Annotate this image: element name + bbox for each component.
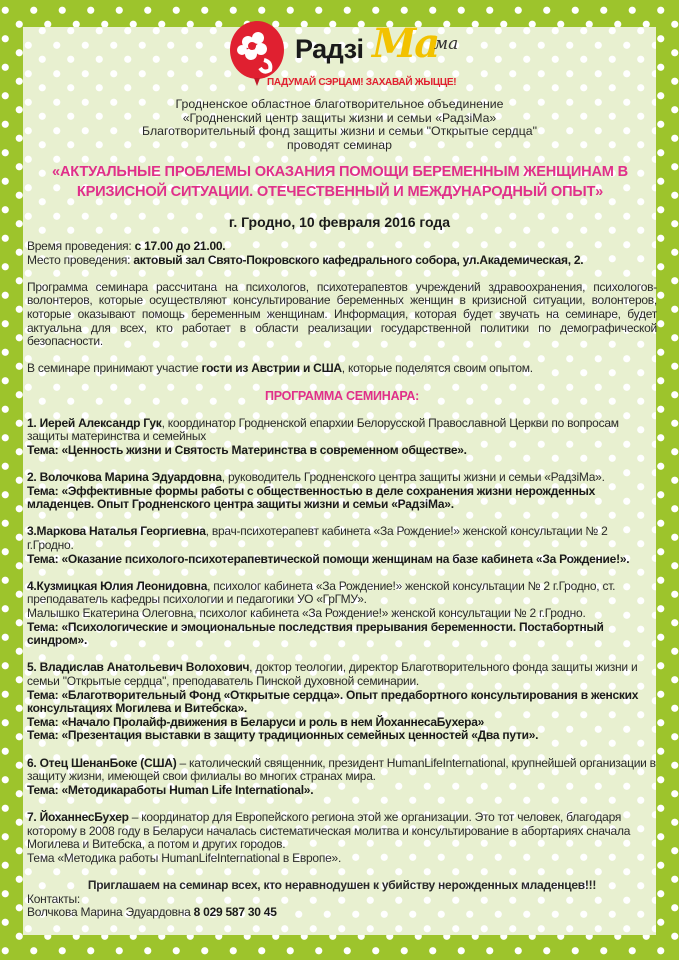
title-line-1: «АКТУАЛЬНЫЕ ПРОБЛЕМЫ ОКАЗАНИЯ ПОМОЩИ БЕРЕМЕННЫМ ЖЕНЩИНАМ В [52,164,628,180]
speaker-line [27,525,657,552]
speaker-role: – координатор для Европейского региона этой же организации. Это тот человек, благодаря которому в 2008 году в Беларуси началась систематическая молитва и консультирование в абортариях сначала Могилева и Витебска, а потом и других городов. [27,809,631,852]
program-item [27,811,657,879]
time-label: Время проведения: [27,239,135,253]
program-item [27,525,657,579]
logo-text-ma-small: ма [434,34,459,54]
contact-phone: 8 029 587 30 45 [193,905,277,920]
program-list [27,417,657,879]
speaker-name: 4.Кузмицкая Юлия Леонидовна [27,578,208,593]
main-body [27,240,657,920]
time-value: с 17.00 до 21.00. [134,239,226,253]
contacts-row [27,906,657,920]
place-value: актовый зал Свято-Покровского кафедрального собора, ул.Академическая, 2. [133,252,584,267]
speaker-role: , психолог кабинета «За Рождение!» женской консультации № 2 г.Гродно, ст. преподаватель кафедры психологии и педагогики УО «ГрГМУ». [27,578,616,607]
logo-text-radzi: Радзі [295,34,364,64]
invitation: Приглашаем на семинар всех, кто неравнодушен к убийству нерожденных младенцев!!! [87,877,597,892]
program-item [27,471,657,525]
speaker-line [27,661,657,688]
place-label: Место проведения: [27,252,134,267]
program-item [27,757,657,811]
guests-row [27,362,657,376]
speaker-name: 5. Владислав Анатольевич Волохович [27,660,250,675]
speaker-role: , врач-психотерапевт кабинета «За Рождение!» женской консультации № 2 г.Гродно. [27,524,608,553]
program-item [27,417,657,471]
topic-line: Тема: «Начало Пролайф-движения в Беларуси и роль в нем ЙоханнесаБухера» [27,714,485,729]
topic-line: Тема: «Эффективные формы работы с общественностью в деле сохранения жизни нерожденных младенцев. Опыт Гродненского центра защиты жизни и семьи «РадзіМа». [27,483,595,512]
organizer-line: «Гродненский центр защиты жизни и семьи «РадзіМа» [182,110,497,125]
description: Программа семинара рассчитана на психологов, психотерапевтов учреждений здравоохранения, психологов-волонтеров, которые осуществляют консультирование беременных женщин в кризисной ситуации, волонтеров, которые оказывают помощь беременным женщинам. Информация, которая будет звучать на семинаре, будет актуальна для всех, кто работает в области реализации государственной политики по демографической безопасности. [27,279,657,349]
speaker-line [27,471,657,485]
speaker-role: , доктор теологии, директор Благотворительного фонда защиты жизни и семьи "Открытые сердца", преподаватель Пинской духовной семинарии. [27,660,638,688]
speaker-line [27,417,657,444]
speaker-role: – католический священник, президент HumanLifeInternational, крупнейшей организации в защиту жизни, имеющей свои филиалы во многих странах мира. [27,755,656,784]
program-heading: ПРОГРАММА СЕМИНАРА: [264,388,420,403]
place-row [27,254,657,268]
organizer-line: проводят семинар [287,137,392,152]
organizers-block [0,98,679,152]
speaker-name: 1. Иерей Александр Гук [27,415,162,430]
speaker-line [27,757,657,784]
time-row [27,240,657,254]
speaker-name: 2. Волочкова Марина Эдуардовна [27,470,222,485]
topic-line: Тема: «Оказание психолого-психотерапевтической помощи женщинам на базе кабинета «За Рождение!». [27,551,630,566]
topic-line: Тема: «Благотворительный Фонд «Открытые сердца». Опыт предабортного консультирования в женских консультациях Могилева и Витебска». [27,687,639,716]
program-item [27,580,657,662]
topic-line: Тема: «Ценность жизни и Святость Материнства в современном обществе». [27,442,467,457]
logo-text-ma: Ма [372,20,439,67]
speaker-line [27,811,657,852]
radzima-logo [224,14,464,96]
topic-line: Тема: «Психологические и эмоциональные последствия прерывания беременности. Постабортный синдром». [27,619,604,648]
extra-line: Малышко Екатерина Олеговна, психолог кабинета «За Рождение!» женской консультации № 2 г.Гродно. [27,606,586,621]
guests-highlight: гости из Австрии и США [201,361,342,376]
contact-name: Волчкова Марина Эдуардовна [27,905,194,920]
speaker-role: , координатор Гродненской епархии Белорусской Православной Церкви по вопросам защиты материнства и семейных [27,415,619,444]
organizer-line: Благотворительный фонд защиты жизни и семьи "Открытые сердца" [142,124,537,139]
speaker-name: 3.Маркова Наталья Георгиевна [27,524,206,539]
topic-line: Тема: «Методикаработы Human Life International». [27,782,314,797]
speaker-name: 6. Отец ШенанБоке (США) [27,755,177,770]
organizer-line: Гродненское областное благотворительное объединение [175,97,504,111]
speaker-role: , руководитель Гродненского центра защиты жизни и семьи «РадзіМа». [221,470,605,485]
topic-line: Тема: «Презентация выставки в защиту традиционных семейных ценностей «Два пути». [27,728,539,743]
speaker-line [27,580,657,607]
date-place: г. Гродно, 10 февраля 2016 года [228,214,451,230]
guests-suffix: , которые поделятся своим опытом. [341,361,533,376]
guests-prefix: В семинаре принимают участие [27,361,202,376]
seminar-title [22,162,658,202]
program-item [27,661,657,756]
contacts-label: Контакты: [27,891,80,906]
extra-line: Тема «Методика работы HumanLifeInternational в Европе». [27,850,342,865]
title-line-2: КРИЗИСНОЙ СИТУАЦИИ. ОТЕЧЕСТВЕННЫЙ И МЕЖДУНАРОДНЫЙ ОПЫТ» [76,184,604,200]
speaker-name: 7. ЙоханнесБухер [27,809,129,824]
logo-slogan: ПАДУМАЙ СЭРЦАМ! ЗАХАВАЙ ЖЫЦЦЕ! [267,77,457,88]
